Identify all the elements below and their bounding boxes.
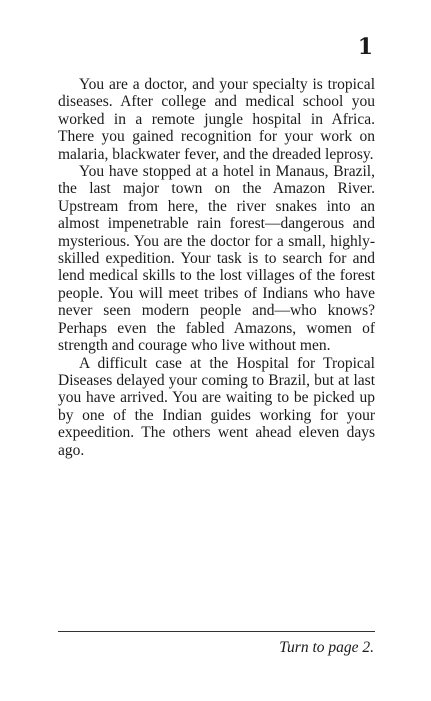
page-number: 1 <box>357 34 373 60</box>
story-text <box>58 76 375 459</box>
footer-divider <box>58 631 375 632</box>
paragraph-2: You have stopped at a hotel in Manaus, Brazil, the last major town on the Amazon River. Upstream from here, the river snakes into an almost impenetrable rain forest—dangerous and mysterious. You are the doctor for a small, highly-skilled expedition. Your task is to search for and lend medical skills to the lost villages of the forest people. You will meet tribes of Indians who have never seen modern people and—who knows? Perhaps even the fabled Amazons, women of strength and courage who live without men. <box>58 163 375 355</box>
paragraph-1: You are a doctor, and your specialty is tropical diseases. After college and medical school you worked in a remote jungle hospital in Africa. There you gained recognition for your work on malaria, blackwater fever, and the dreaded leprosy. <box>58 76 375 163</box>
turn-to-page-instruction: Turn to page 2. <box>279 639 374 656</box>
paragraph-3: A difficult case at the Hospital for Tropical Diseases delayed your coming to Brazil, but at last you have arrived. You are waiting to be picked up by one of the Indian guides working for your expeedition. The others went ahead eleven days ago. <box>58 354 375 459</box>
